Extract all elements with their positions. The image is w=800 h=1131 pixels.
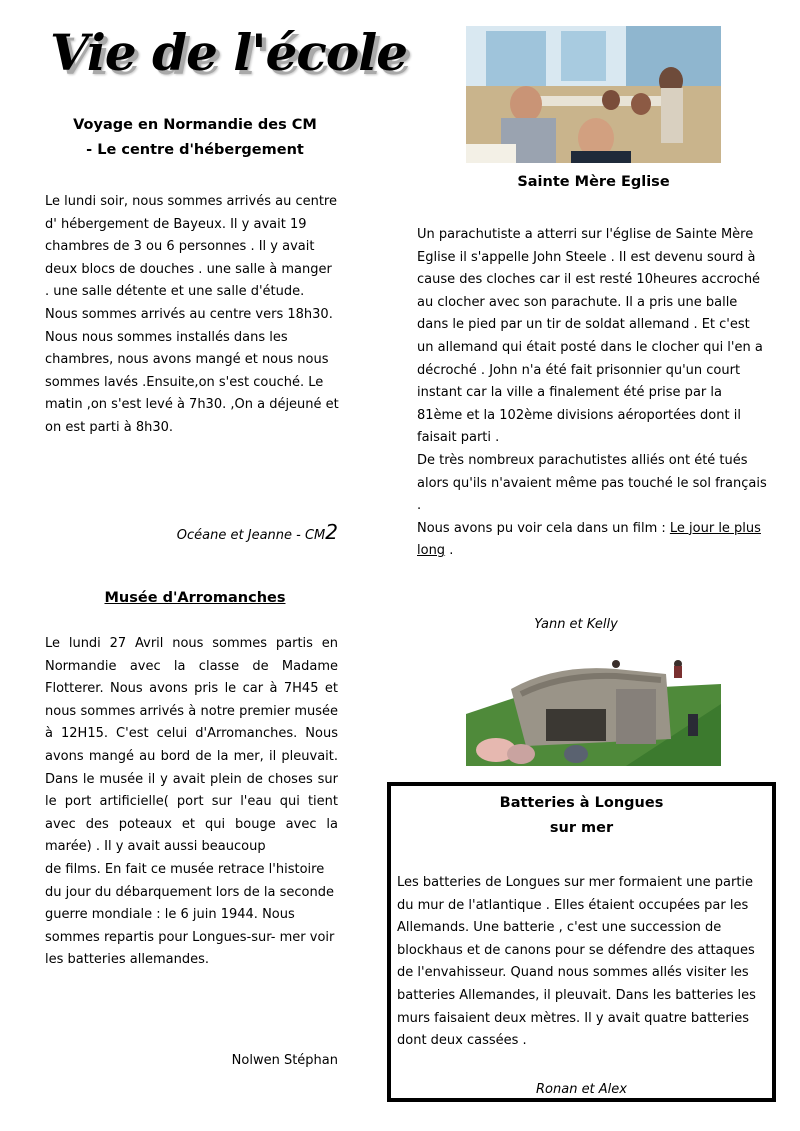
heading-line-1: Batteries à Longues — [499, 795, 664, 811]
article-heading-longues — [395, 791, 768, 841]
paragraph: Le lundi 27 Avril nous sommes partis en Normandie avec la classe de Madame Flotterer. Nous avons pris le car à 7H45 et nous sommes arrivés à notre premier musée à 12H15. C'est celui d'Arromanches. Nous avons mangé au bord de la mer, il pleuvait. Dans le musée il y avait plein de choses sur le port artificielle( port sur l'eau qui tient avec des poteaux et qui bouge avec la marée) . Il y avait aussi beaucoup — [45, 636, 338, 855]
paragraph: Nous nous sommes installés dans les chambres, nous avons mangé et nous nous sommes lavés .Ensuite,on s'est couché. Le matin ,on s'est levé à 7h30. ,On a déjeuné et on est parti à 8h30. — [45, 329, 339, 435]
signature-text: Océane et Jeanne - CM — [176, 528, 326, 543]
bunker-photo-image — [466, 654, 721, 766]
signature-arromanches: Nolwen Stéphan — [231, 1053, 338, 1068]
paragraph: De très nombreux parachutistes alliés ont été tués alors qu'ils n'avaient même pas touché le sol français . — [417, 452, 767, 514]
paragraph: de films. En fait ce musée retrace l'histoire du jour du débarquement lors de la seconde guerre mondiale : le 6 juin 1944. Nous sommes repartis pour Longues-sur- mer voir les batteries allemandes. — [45, 861, 335, 968]
paragraph: Le lundi soir, nous sommes arrivés au centre d' hébergement de Bayeux. Il y avait 19 chambres de 3 ou 6 personnes . Il y avait deux blocs de douches . une salle à manger . une salle détente et une salle d'étude. Nous sommes arrivés au centre vers 18h30. — [45, 194, 337, 322]
paragraph-prefix: Nous avons pu voir cela dans un film : — [417, 520, 670, 536]
article-body-longues: Les batteries de Longues sur mer formaient une partie du mur de l'atlantique . Elles étaient occupées par les Allemands. Une batterie , c'est une succession de blockhaus et de canons pour se défendre des attaques de l'envahisseur. Quand nous sommes allés visiter les batteries Allemandes, il pleuvait. Dans les batteries les murs faisaient deux mètres. Il y avait quatre batteries dont deux cassées . — [397, 875, 756, 1049]
heading-line-2: sur mer — [549, 820, 614, 836]
signature-normandie — [177, 522, 338, 546]
bunker-photo — [466, 654, 721, 766]
article-heading-arromanches: Musée d'Arromanches — [104, 590, 286, 606]
paragraph-suffix: . — [445, 543, 454, 559]
film-title: Le jour le plus long — [417, 520, 761, 559]
article-body-normandie — [45, 191, 340, 440]
paragraph — [417, 518, 769, 563]
paragraph: Un parachutiste a atterri sur l'église de Sainte Mère Eglise il s'appelle John Steele . Il est devenu sourd à cause des cloches car il est resté 10heures accroché au clocher avec son parachute. Il a pris une balle dans le pied par un tir de soldat allemand . Et c'est un allemand qui était posté dans le clocher qui l'en a décroché . John n'a été fait prisonnier qu'un court instant car la ville a finalement été prise par la 81ème et la 102ème divisions aéroportées dont il faisait parti . — [417, 227, 763, 446]
signature-sainte-mere: Yann et Kelly — [534, 617, 618, 632]
article-heading-normandie — [40, 113, 350, 163]
article-body-arromanches — [45, 633, 338, 972]
signature-digit: 2 — [325, 520, 338, 544]
canteen-photo — [466, 26, 721, 163]
article-heading-sainte-mere: Sainte Mère Eglise — [517, 174, 670, 190]
heading-line-1: Voyage en Normandie des CM — [73, 117, 317, 133]
article-body-sainte-mere — [417, 224, 769, 563]
masthead-title: Vie de l'école — [50, 23, 408, 82]
signature-longues: Ronan et Alex — [536, 1082, 627, 1097]
heading-line-2: - Le centre d'hébergement — [86, 142, 304, 158]
canteen-photo-image — [466, 26, 721, 163]
